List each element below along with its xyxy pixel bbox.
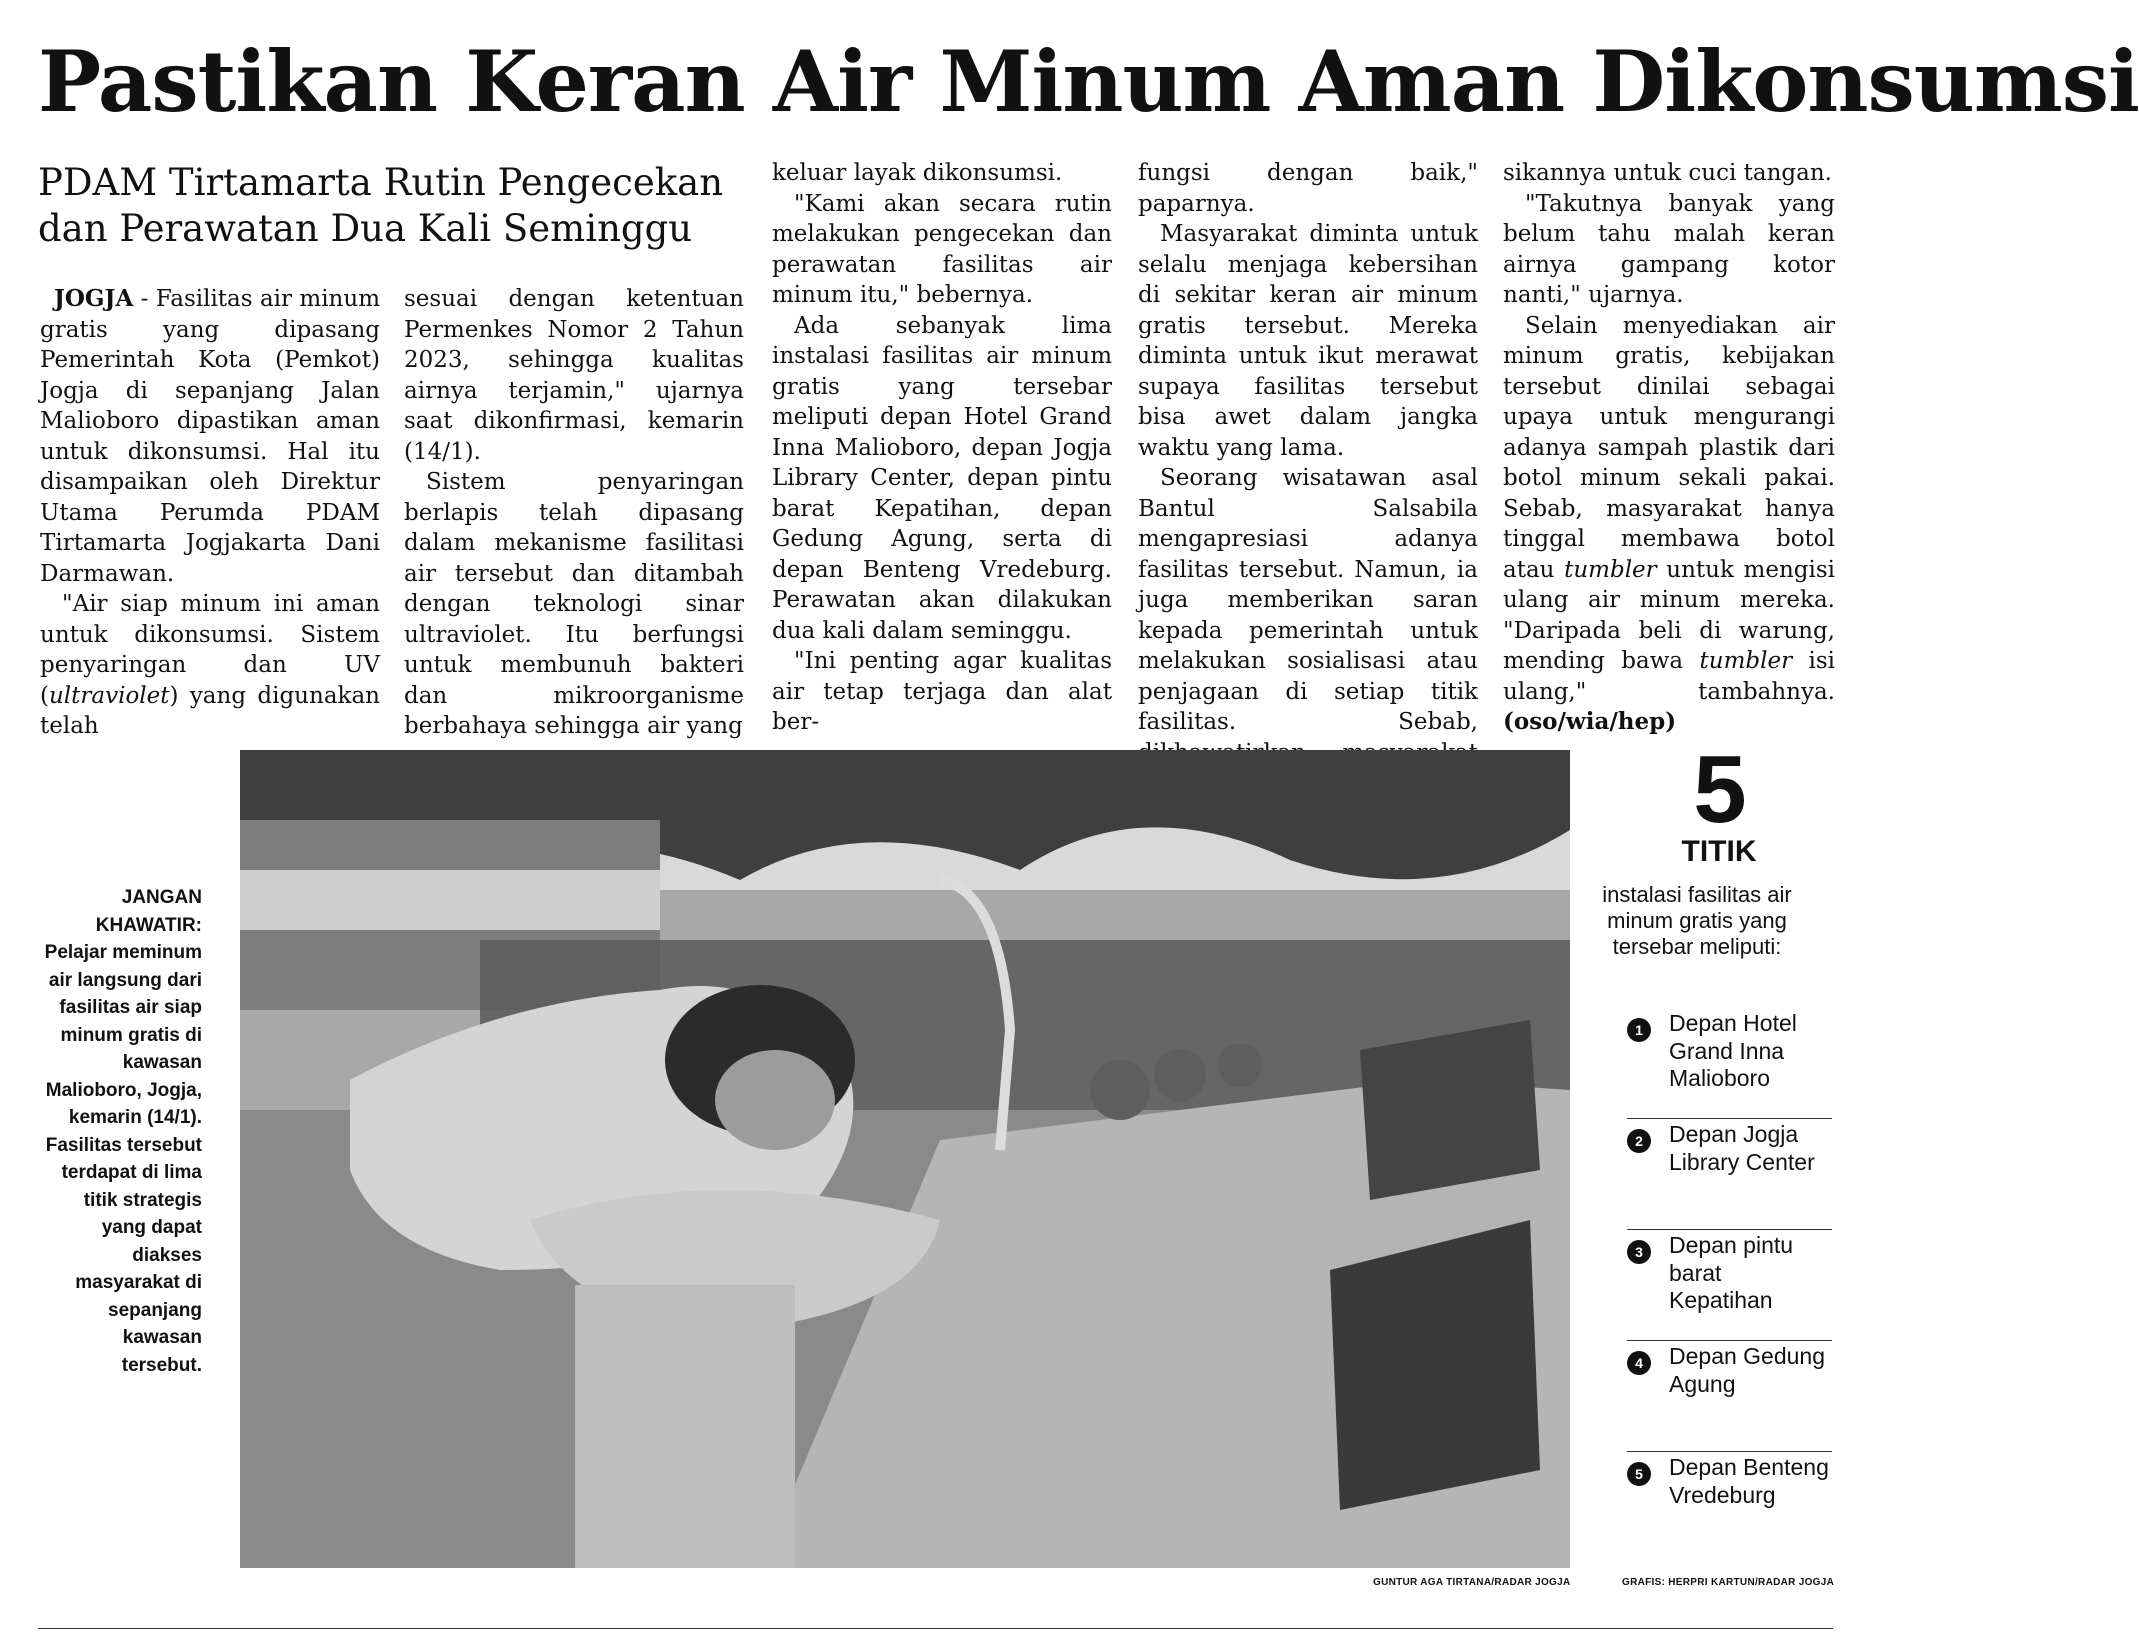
article-paragraph: "Ini penting agar kualitas air tetap terjaga dan alat ber- (772, 648, 1112, 735)
article-paragraph: sikannya untuk cuci tangan. (1503, 160, 1832, 186)
list-number-badge: 5 (1627, 1462, 1651, 1486)
graphic-credit: GRAFIS: HERPRI KARTUN/RADAR JOGJA (1622, 1577, 1835, 1588)
list-item (1627, 1230, 1832, 1341)
list-item (1627, 1341, 1832, 1452)
article-paragraph: Sistem penyaringan berlapis telah dipasang dalam mekanisme fasilitasi air tersebut dan ditambah dengan teknologi sinar ultraviolet. Itu berfungsi untuk membunuh bakteri dan mikroorganisme berbahaya sehingga air yang (404, 469, 744, 739)
article-column-2 (404, 284, 744, 739)
headline: Pastikan Keran Air Minum Aman Dikonsumsi (38, 32, 2139, 131)
list-item (1627, 1008, 1832, 1119)
caption-text: Pelajar meminum air langsung dari fasilitas air siap minum gratis di kawasan Malioboro, Jogja, kemarin (14/1). Fasilitas tersebut terdapat di lima titik strategis yang dapat diakses masyarakat di sepanjang kawasan tersebut. (44, 942, 202, 1376)
list-item-text: Depan pintu barat Kepatihan (1669, 1232, 1794, 1313)
list-number-badge: 4 (1627, 1351, 1651, 1375)
article-italic: ultraviolet (48, 682, 170, 709)
photo-caption (40, 884, 202, 1379)
article-italic: tumbler (1564, 556, 1657, 583)
article-paragraph: Masyarakat diminta untuk selalu menjaga kebersihan di sekitar keran air minum gratis tersebut. Mereka diminta untuk ikut merawat supaya fasilitas tersebut bisa awet dalam jangka waktu yang lama. (1138, 221, 1478, 461)
photo-illustration (240, 750, 1570, 1568)
list-item-text: Depan Benteng Vredeburg (1669, 1454, 1829, 1508)
article-paragraph: "Kami akan secara rutin melakukan pengecekan dan perawatan fasilitas air minum itu," bebernya. (772, 190, 1112, 308)
article-paragraph (1503, 311, 1835, 738)
article-paragraph (40, 589, 380, 742)
author-signature: (oso/wia/hep) (1503, 708, 1677, 735)
article-paragraph: sesuai dengan ketentuan Permenkes Nomor 2 Tahun 2023, sehingga kualitas airnya terjamin," ujarnya saat dikonfirmasi, kemarin (14/1). (404, 286, 744, 465)
article-paragraph: keluar layak dikonsumsi. (772, 160, 1063, 186)
list-item-text: Depan Hotel Grand Inna Malioboro (1669, 1010, 1797, 1091)
article-paragraph: fungsi dengan baik," paparnya. (1138, 160, 1478, 217)
list-number-badge: 1 (1627, 1018, 1651, 1042)
list-item (1627, 1452, 1832, 1563)
list-item-text: Depan Jogja Library Center (1669, 1121, 1815, 1175)
caption-label: JANGAN KHAWATIR: (95, 887, 202, 936)
article-column-1 (40, 284, 380, 739)
article-column-4 (1138, 158, 1478, 735)
list-number-badge: 3 (1627, 1240, 1651, 1264)
subheadline: PDAM Tirtamarta Rutin Pengecekan dan Perawatan Dua Kali Seminggu (38, 161, 724, 250)
article-column-3 (772, 158, 1112, 735)
article-text: Selain menyediakan air minum gratis, kebijakan tersebut dinilai sebagai upaya untuk mengurangi adanya sampah plastik dari botol minum sekali pakai. Sebab, masyarakat hanya tinggal membawa botol atau (1503, 312, 1835, 583)
location-count: 5 (1693, 736, 1747, 843)
article-text: untuk mengisi ulang air minum mereka. "Daripada beli di warung, mending bawa (1503, 556, 1835, 674)
article-text: - Fasilitas air minum gratis yang dipasang Pemerintah Kota (Pemkot) Jogja di sepanjang Jalan Malioboro dipastikan aman untuk dikonsumsi. Hal itu disampaikan oleh Direktur Utama Perumda PDAM Tirtamarta Jogjakarta Dani Darmawan. (40, 286, 380, 587)
location-list (1627, 1008, 1832, 1563)
photo-credit: GUNTUR AGA TIRTANA/RADAR JOGJA (1373, 1577, 1571, 1588)
article-paragraph (40, 284, 380, 589)
article-paragraph: "Takutnya banyak yang belum tahu malah keran airnya gampang kotor nanti," ujarnya. (1503, 190, 1835, 308)
article-column-5 (1503, 158, 1836, 735)
list-number-badge: 2 (1627, 1129, 1651, 1153)
news-photo (240, 750, 1570, 1568)
article-text: ) yang digunakan telah (40, 682, 380, 739)
article-paragraph: Seorang wisatawan asal Bantul Salsabila mengapresiasi adanya fasilitas tersebut. Namun, ia juga memberikan saran kepada pemerintah untuk melakukan sosialisasi atau penjagaan di setiap titik fasilitas. Sebab, (1138, 465, 1478, 735)
dateline: JOGJA (54, 285, 134, 312)
list-item-text: Depan Gedung Agung (1669, 1343, 1826, 1397)
article-paragraph: Ada sebanyak lima instalasi fasilitas air minum gratis yang tersebar meliputi depan Hotel Grand Inna Malioboro, depan Jogja Library Center, depan pintu barat Kepatihan, depan Gedung Agung, serta di depan Benteng Vredeburg. Perawatan akan dilakukan dua kali dalam seminggu. (772, 312, 1112, 644)
article-text: isi ulang," tambahnya. (1503, 648, 1836, 705)
list-item (1627, 1119, 1832, 1230)
sidebar-description: instalasi fasilitas air minum gratis yang tersebar meliputi: (1602, 882, 1792, 959)
article-text: "Air siap minum ini aman untuk dikonsumsi. Sistem penyaringan dan UV ( (40, 591, 380, 709)
bottom-divider (38, 1628, 1833, 1629)
article-italic: tumbler (1699, 648, 1793, 674)
location-count-unit: TITIK (1681, 835, 1757, 868)
